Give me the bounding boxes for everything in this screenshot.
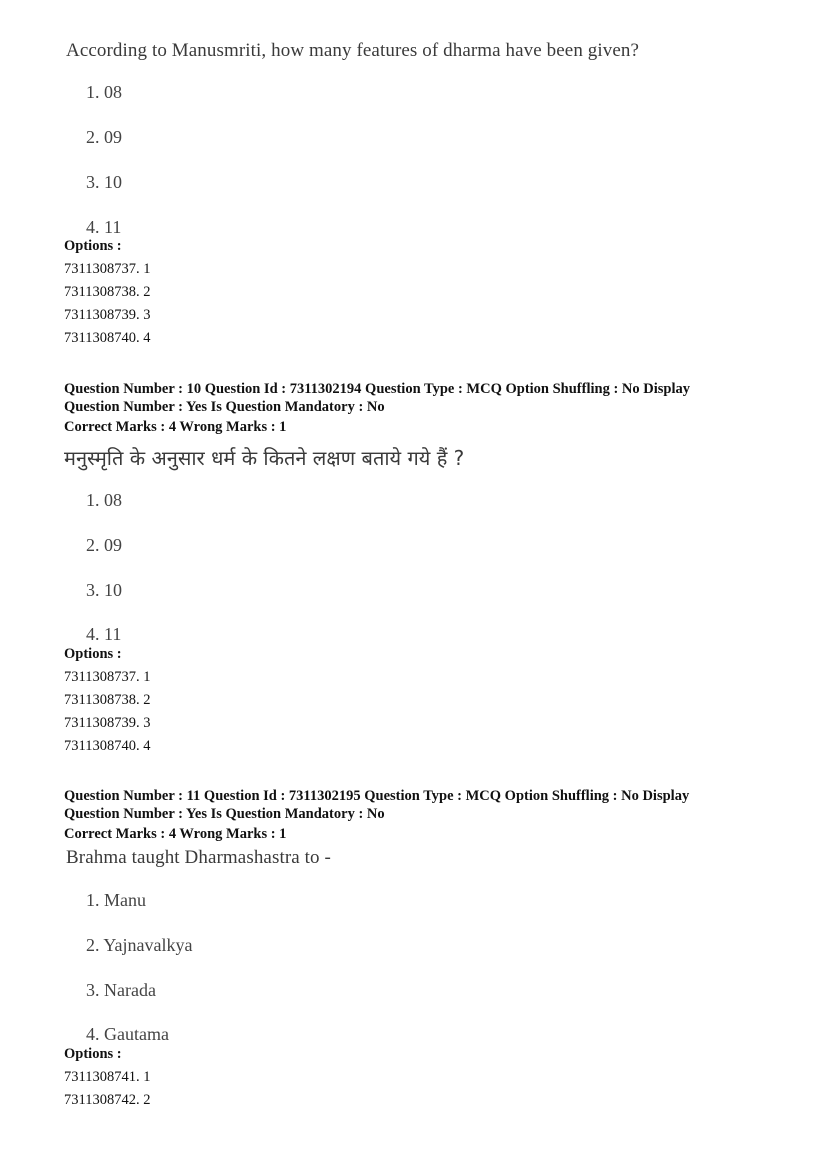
choice-2: 2. 09 (86, 127, 122, 147)
option-id: 7311308742. 2 (64, 1092, 151, 1108)
options-label: Options : (64, 646, 122, 662)
question-meta: Question Number : Yes Is Question Mandatory : No (64, 399, 385, 415)
options-label: Options : (64, 238, 122, 254)
choice-1: 1. 08 (86, 490, 122, 510)
options-label: Options : (64, 1046, 122, 1062)
question-text: मनुस्मृति के अनुसार धर्म के कितने लक्षण बताये गये हैं ? (64, 446, 465, 470)
question-meta: Question Number : 11 Question Id : 7311302195 Question Type : MCQ Option Shuffling : No Display (64, 788, 690, 804)
choice-1: 1. Manu (86, 890, 146, 910)
option-id: 7311308739. 3 (64, 715, 151, 731)
option-id: 7311308737. 1 (64, 669, 151, 685)
option-id: 7311308737. 1 (64, 261, 151, 277)
option-id: 7311308738. 2 (64, 692, 151, 708)
marks-line: Correct Marks : 4 Wrong Marks : 1 (64, 419, 287, 435)
choice-4: 4. 11 (86, 624, 122, 644)
choice-3: 3. Narada (86, 980, 156, 1000)
option-id: 7311308740. 4 (64, 330, 151, 346)
question-text: According to Manusmriti, how many features of dharma have been given? (66, 40, 640, 61)
choice-3: 3. 10 (86, 580, 122, 600)
marks-line: Correct Marks : 4 Wrong Marks : 1 (64, 826, 287, 842)
question-text: Brahma taught Dharmashastra to - (66, 847, 331, 868)
choice-2: 2. 09 (86, 535, 122, 555)
option-id: 7311308740. 4 (64, 738, 151, 754)
choice-4: 4. Gautama (86, 1024, 169, 1044)
option-id: 7311308741. 1 (64, 1069, 151, 1085)
choice-2: 2. Yajnavalkya (86, 935, 193, 955)
option-id: 7311308739. 3 (64, 307, 151, 323)
question-meta: Question Number : 10 Question Id : 7311302194 Question Type : MCQ Option Shuffling : No Display (64, 381, 690, 397)
choice-3: 3. 10 (86, 172, 122, 192)
choice-4: 4. 11 (86, 217, 122, 237)
option-id: 7311308738. 2 (64, 284, 151, 300)
question-meta: Question Number : Yes Is Question Mandatory : No (64, 806, 385, 822)
choice-1: 1. 08 (86, 82, 122, 102)
